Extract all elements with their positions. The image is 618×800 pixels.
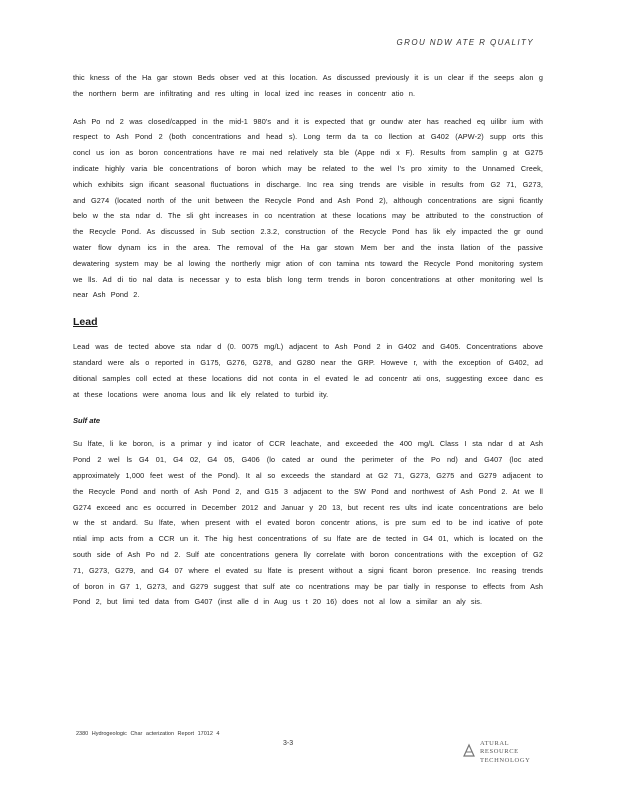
nrt-logo-icon	[462, 743, 476, 757]
body-paragraph-1: thic kness of the Ha gar stown Beds obser ved at this location. As discussed previously it is un clear if the seeps alon g the northern berm are infiltrating and res ulting in local ized inc reases in concentr atio n.	[73, 73, 543, 98]
logo-line-1: ATURAL	[480, 740, 510, 747]
lead-paragraph: Lead was de tected above sta ndar d (0. 0075 mg/L) adjacent to Ash Pond 2 in G402 and G405. Concentrations above standard were als o reported in G175, G276, G278, and G280 near the GRP. Howeve r, with the exception of G402, ad ditional samples coll ected at these locations did not conta in el evated le ad concentr ati ons, suggesting excee danc es at these locations were anoma lous and lik ely related to turbid ity.	[73, 342, 543, 399]
subsection-heading-sulfate: Sulf ate	[73, 416, 101, 426]
page-header: GROU NDW ATE R QUALITY	[396, 38, 534, 47]
sulfate-paragraph: Su lfate, li ke boron, is a primar y ind icator of CCR leachate, and exceeded the 400 mg/L Class I sta ndar d at Ash Pond 2 wel ls G4 01, G4 02, G4 05, G406 (lo cated ar ound the perimeter of the Po nd) and G407 (loc ated approximately 1,000 feet west of the Pond). It al so exceeds the standard at G2 71, G273, G275 and G279 adjacent to the Recycle Pond and north of Ash Pond 2, and G15 3 adjacent to the SW Pond and northwest of Ash Pond 2. At we ll G274 exceed anc es occurred in December 2012 and Januar y 20 13, but recent res ults ind icate concentrations are belo w the st andard. Su lfate, when present with el evated boron concentr ations, is pre sum ed to be ind icative of pote ntial imp acts from a CCR un it. The hig hest concentrations of su lfate are de tected in G4 01, which is located on the south side of Ash Po nd 2. Sulf ate concentrations genera lly correlate with boron concentrations with the exception of G2 71, G273, G279, and G4 07 where el evated su lfate is present without a signi ficant boron presence. Inc reasing trends of boron in G7 1, G273, and G279 suggest that sulf ate co ncentrations may be par tially in response to effects from Ash Pond 2, but limi ted data from G407 (inst alle d in Aug us t 20 16) does not al low a similar an aly sis.	[73, 439, 543, 607]
footer-page-number: 3-3	[283, 740, 294, 747]
logo-text	[480, 740, 530, 765]
section-heading-lead: Lead	[73, 316, 98, 329]
logo-line-3: TECHNOLOGY	[480, 756, 531, 764]
footer-report-title: 2380 Hydrogeologic Char acterization Report 17012 4	[76, 731, 220, 737]
logo-line-2: RESOURCE	[480, 748, 519, 756]
company-logo	[462, 740, 552, 774]
document-body	[73, 70, 543, 622]
body-paragraph-2: Ash Po nd 2 was closed/capped in the mid-1 980's and it is expected that gr oundw ater has reached eq uilibr ium with respect to Ash Pond 2 (both concentrations and head s). Long term da ta co llection at G402 (APW-2) supp orts this concl us ion as boron concentrations have re mai ned relatively sta ble (Appe ndi x F). Results from samplin g at G275 indicate highly varia ble concentrations of boron which may be related to the wel l's pro ximity to the Unnamed Creek, which exhibits sign ificant seasonal fluctuations in discharge. Inc rea sing trends are visible in results from G2 71, G273, and G274 (located north of the unit between the Recycle Pond and Ash Pond 2), although concentrations are signi ficantly belo w the sta ndar d. The sli ght increases in co ncentration at these locations may be attributed to the construction of the Recycle Pond. As discussed in Sub section 2.3.2, construction of the Recycle Pond has lik ely impacted the gr ound water flow dynam ics in the area. The removal of the Ha gar stown Mem ber and the insta llation of the passive dewatering system may be al lowing the northerly migr ation of con tamina nts toward the Recycle Pond monitoring system we lls. Ad di tio nal data is necessar y to esta blish long term trends in boron concentrations at other monitoring wel ls near Ash Pond 2.	[73, 116, 543, 300]
